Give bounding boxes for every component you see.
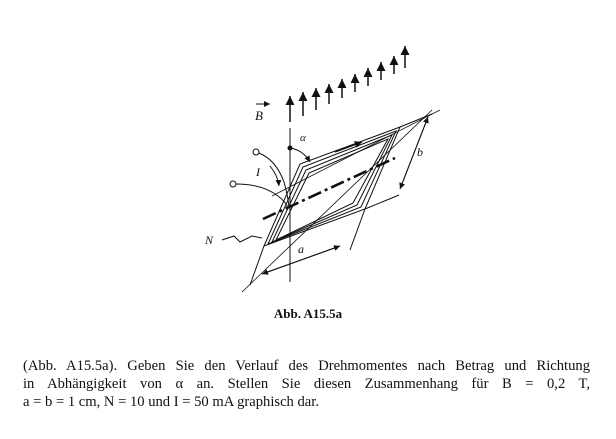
coil-current-arrow: [335, 142, 362, 152]
n-pointer: [222, 236, 262, 242]
label-a-dimension: a: [298, 242, 304, 256]
problem-line-2: in Abhängigkeit von α an. Stellen Sie diesen Zusammenhang für B = 0,2 T,: [23, 376, 590, 392]
dimension-b: [365, 114, 432, 209]
alpha-pivot-dot: [288, 146, 293, 151]
label-current: I: [256, 165, 260, 179]
field-arrows: [290, 46, 405, 122]
problem-line-1: (Abb. A15.5a). Geben Sie den Verlauf des Drehmomentes nach Betrag und Richtung: [23, 358, 590, 374]
guide-line: [242, 110, 432, 292]
label-b-dimension: b: [417, 145, 423, 159]
problem-text: [23, 357, 590, 411]
label-b-field: B: [255, 108, 263, 123]
problem-line-3: a = b = 1 cm, N = 10 und I = 50 mA graphisch dar.: [23, 394, 319, 410]
dimension-a: [250, 209, 365, 285]
label-alpha: α: [300, 132, 306, 144]
alpha-angle-arc: [290, 148, 310, 162]
figure-caption: Abb. A15.5a: [273, 306, 343, 321]
label-n: N: [205, 233, 214, 247]
